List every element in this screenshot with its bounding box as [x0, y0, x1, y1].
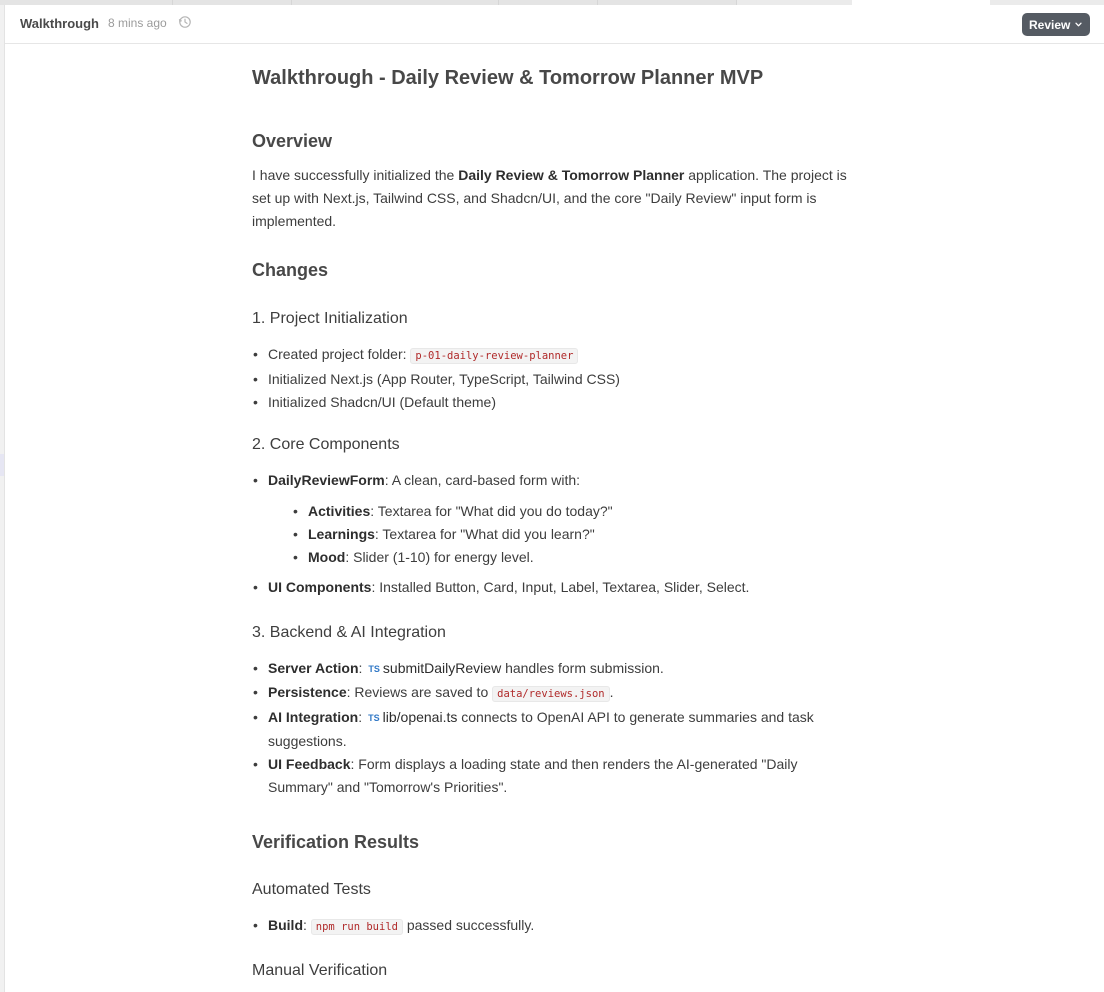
list-item: • Activities: Textarea for "What did you do today?": [292, 500, 613, 523]
artifact-header: [5, 5, 1104, 44]
list-item: • Created project folder: p-01-daily-review-planner: [252, 343, 620, 368]
document-title: Walkthrough - Daily Review & Tomorrow Planner MVP: [252, 67, 764, 89]
list-item: • AI Integration: TS lib/openai.ts connects to OpenAI API to generate summaries and task suggestions.: [252, 706, 853, 753]
typescript-icon: TS: [368, 713, 380, 723]
manual-verification-heading: Manual Verification: [252, 962, 388, 979]
last-updated-timestamp: 8 mins ago: [108, 16, 167, 30]
changes-heading: Changes: [252, 260, 329, 280]
core-components-heading: 2. Core Components: [252, 436, 400, 453]
build-command-code: npm run build: [311, 919, 403, 935]
automated-tests-list: [252, 914, 534, 939]
overview-paragraph: [252, 164, 857, 233]
list-item: • Initialized Next.js (App Router, TypeScript, Tailwind CSS): [252, 368, 620, 391]
ui-components-list: [252, 576, 749, 599]
history-icon[interactable]: [178, 15, 192, 29]
overview-text-before: I have successfully initialized the: [252, 167, 459, 183]
list-item: • Server Action: TS submitDailyReview handles form submission.: [252, 657, 853, 681]
project-init-list: [252, 343, 620, 414]
list-item: • UI Components: Installed Button, Card, Input, Label, Textarea, Slider, Select.: [252, 576, 749, 599]
list-item: • UI Feedback: Form displays a loading state and then renders the AI-generated "Daily Summary" and "Tomorrow's Priorities".: [252, 753, 853, 799]
artifact-title: Walkthrough: [20, 16, 99, 31]
list-item: • Learnings: Textarea for "What did you learn?": [292, 523, 613, 546]
openai-ts-link[interactable]: lib/openai.ts: [382, 709, 458, 725]
overview-text-after: application. The project is set up with Next.js, Tailwind CSS, and Shadcn/UI, and the core "Daily Review" input form is implemented.: [252, 167, 847, 229]
list-item: • Persistence: Reviews are saved to data/reviews.json .: [252, 681, 853, 706]
review-button-label: Review: [1029, 18, 1071, 32]
backend-heading: 3. Backend & AI Integration: [252, 624, 446, 641]
list-item: • Build: npm run build passed successfully.: [252, 914, 534, 939]
automated-tests-heading: Automated Tests: [252, 881, 371, 898]
core-components-list: [252, 469, 580, 492]
list-item: • Mood: Slider (1-10) for energy level.: [292, 546, 613, 569]
submit-daily-review-link[interactable]: submitDailyReview: [382, 660, 502, 676]
form-fields-list: [292, 500, 613, 569]
review-button[interactable]: [1022, 13, 1090, 36]
reviews-json-code: data/reviews.json: [492, 686, 609, 702]
verification-heading: Verification Results: [252, 832, 420, 852]
overview-heading: Overview: [252, 131, 333, 151]
chevron-down-icon: [1074, 20, 1083, 29]
list-item: • Initialized Shadcn/UI (Default theme): [252, 391, 620, 414]
left-sidebar-edge: [0, 5, 5, 992]
backend-list: [252, 657, 853, 799]
sidebar-selection-marker: [0, 454, 4, 476]
list-item: • DailyReviewForm: A clean, card-based form with:: [252, 469, 580, 492]
project-init-heading: 1. Project Initialization: [252, 310, 408, 327]
overview-app-name: Daily Review & Tomorrow Planner: [458, 167, 685, 183]
project-folder-code: p-01-daily-review-planner: [410, 348, 578, 364]
typescript-icon: TS: [368, 664, 380, 674]
